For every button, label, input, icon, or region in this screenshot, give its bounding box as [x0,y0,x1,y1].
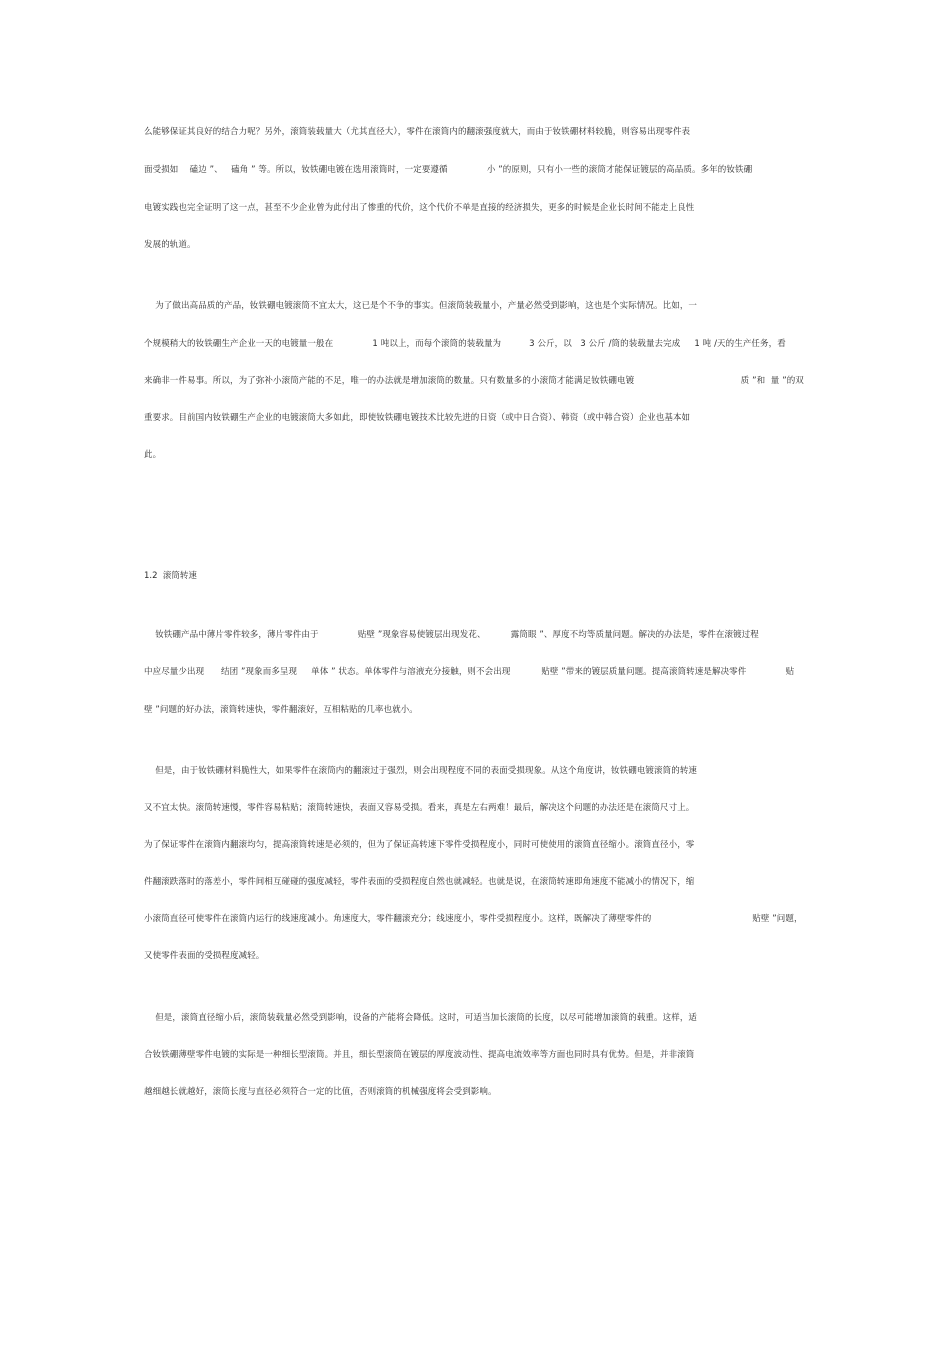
paragraph-3-line-2: 中应尽量少出现 结团 ”现象而多呈现 单体 ” 状态。单体零件与溶液充分接触，则不会出现 贴壁 ”带来的镀层质量问题。提高滚筒转速是解决零件 贴 [144,667,795,677]
paragraph-2-line-1: 为了做出高品质的产品，钕铁硼电镀滚筒不宜太大，这已是个不争的事实。但滚筒装载量小，产量必然受到影响，这也是个实际情况。比如，一 [144,301,698,311]
section-heading: 1.2 滚筒转速 [144,571,197,581]
paragraph-1-line-2: 面受损如 磕边 ”、 磕角 ” 等。所以，钕铁硼电镀在选用滚筒时，一定要遵循 小 ”的原则，只有小一些的滚筒才能保证镀层的高品质。多年的钕铁硼 [144,165,753,175]
paragraph-2-line-3: 来确非一件易事。所以，为了弥补小滚筒产能的不足，唯一的办法就是增加滚筒的数量。只有数量多的小滚筒才能满足钕铁硼电镀 质 ”和 量 ”的双 [144,376,804,386]
paragraph-1-line-4: 发展的轨道。 [144,240,196,250]
paragraph-3-line-1: 钕铁硼产品中薄片零件较多，薄片零件由于 贴壁 ”现象容易使镀层出现发花、 露筒眼 ”、厚度不均等质量问题。解决的办法是，零件在滚镀过程 [144,630,759,640]
paragraph-4-line-6: 又使零件表面的受损程度减轻。 [144,951,265,961]
paragraph-2-line-5: 此。 [144,450,162,460]
paragraph-4-line-5: 小滚筒直径可使零件在滚筒内运行的线速度减小。角速度大，零件翻滚充分；线速度小，零件受损程度小。这样，既解决了薄壁零件的 贴壁 ”问题， [144,914,803,924]
paragraph-4-line-2: 又不宜太快。滚筒转速慢，零件容易粘贴；滚筒转速快，表面又容易受损。看来，真是左右两难！最后，解决这个问题的办法还是在滚筒尺寸上。 [144,803,695,813]
paragraph-4-line-1: 但是，由于钕铁硼材料脆性大，如果零件在滚筒内的翻滚过于强烈，则会出现程度不同的表面受损现象。从这个角度讲，钕铁硼电镀滚筒的转速 [144,766,698,776]
paragraph-5-line-1: 但是，滚筒直径缩小后，滚筒装载量必然受到影响，设备的产能将会降低。这时，可适当加长滚筒的长度，以尽可能增加滚筒的载重。这样，适 [144,1013,698,1023]
paragraph-3-line-3: 壁 ”问题的好办法，滚筒转速快，零件翻滚好，互相粘贴的几率也就小。 [144,705,418,715]
paragraph-1-line-1: 么能够保证其良好的结合力呢？另外，滚筒装载量大（尤其直径大），零件在滚筒内的翻滚强度就大，而由于钕铁硼材料较脆，则容易出现零件表 [144,127,691,137]
paragraph-2-line-4: 重要求。目前国内钕铁硼生产企业的电镀滚筒大多如此，即使钕铁硼电镀技术比较先进的日资（或中日合资）、韩资（或中韩合资）企业也基本如 [144,413,691,423]
paragraph-2-line-2: 个规模稍大的钕铁硼生产企业一天的电镀量一般在 1 吨以上，而每个滚筒的装载量为 3 公斤，以 3 公斤 /筒的装载量去完成 1 吨 /天的生产任务，看 [144,339,786,349]
paragraph-4-line-3: 为了保证零件在滚筒内翻滚均匀，提高滚筒转速是必须的，但为了保证高转速下零件受损程度小，同时可使使用的滚筒直径缩小。滚筒直径小，零 [144,840,695,850]
paragraph-1-line-3: 电镀实践也完全证明了这一点，甚至不少企业曾为此付出了惨重的代价，这个代价不单是直接的经济损失，更多的时候是企业长时间不能走上良性 [144,203,695,213]
paragraph-5-line-3: 越细越长就越好，滚筒长度与直径必须符合一定的比值，否则滚筒的机械强度将会受到影响。 [144,1087,497,1097]
paragraph-4-line-4: 件翻滚跌落时的落差小，零件间相互碰碰的强度减轻，零件表面的受损程度自然也就减轻。也就是说，在滚筒转速即角速度不能减小的情况下，缩 [144,877,695,887]
paragraph-5-line-2: 合钕铁硼薄壁零件电镀的实际是一种细长型滚筒。并且，细长型滚筒在镀层的厚度波动性、提高电流效率等方面也同时具有优势。但是，并非滚筒 [144,1050,695,1060]
